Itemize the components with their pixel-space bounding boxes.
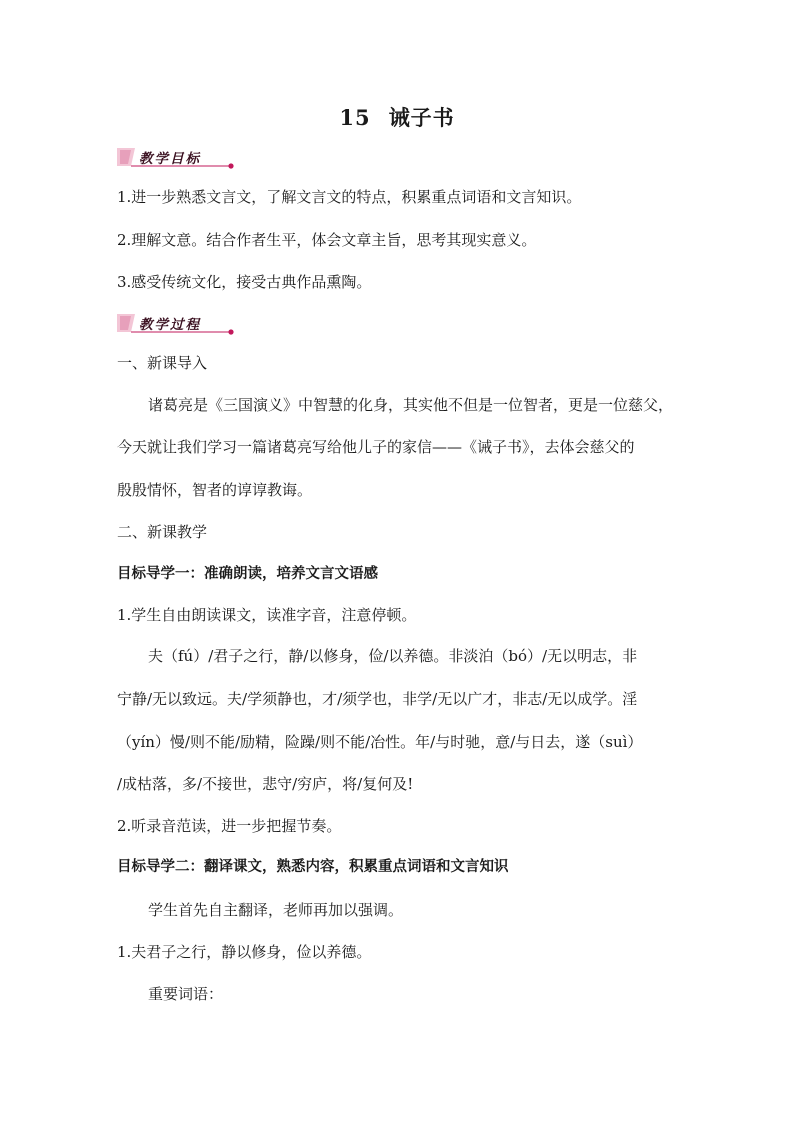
title-text: 诫子书 [388, 105, 455, 130]
intro-line-2: 今天就让我们学习一篇诸葛亮写给他儿子的家信——《诫子书》，去体会慈父的 [117, 438, 635, 456]
key-words-label: 重要词语： [148, 985, 224, 1003]
part2-heading: 二、新课教学 [117, 523, 208, 541]
title-number: 15 [339, 105, 371, 130]
section-banner-goals [117, 146, 237, 170]
step2-text: 2.听录音范读，进一步把握节奏。 [117, 817, 342, 835]
section-label-goals: 教学目标 [139, 151, 201, 167]
target2-heading: 目标导学二：翻译课文，熟悉内容，积累重点词语和文言知识 [117, 859, 509, 875]
section-label-process: 教学过程 [139, 317, 201, 333]
part1-heading: 一、新课导入 [117, 354, 208, 372]
target1-heading: 目标导学一：准确朗读，培养文言文语感 [117, 566, 378, 582]
sentence-1: 1.夫君子之行，静以修身，俭以养德。 [117, 943, 372, 961]
translate-intro: 学生首先自主翻译，老师再加以强调。 [148, 901, 404, 919]
section-banner-process [117, 312, 237, 336]
goal-item-1: 1.进一步熟悉文言文，了解文言文的特点，积累重点词语和文言知识。 [117, 188, 582, 206]
reading-line-4: /成枯落，多/不接世，悲守/穷庐，将/复何及! [117, 775, 414, 793]
reading-line-2: 宁静/无以致远。夫/学须静也，才/须学也，非学/无以广才，非志/无以成学。淫 [117, 690, 638, 708]
reading-line-3: （yín）慢/则不能/励精，险躁/则不能/冶性。年/与时驰，意/与日去，遂（suì） [117, 733, 643, 751]
step1-text: 1.学生自由朗读课文，读准字音，注意停顿。 [117, 606, 417, 624]
reading-line-1: 夫（fú）/君子之行，静/以修身，俭/以养德。非淡泊（bó）/无以明志，非 [148, 647, 638, 665]
intro-line-1: 诸葛亮是《三国演义》中智慧的化身，其实他不但是一位智者，更是一位慈父， [148, 396, 674, 414]
page-title [0, 102, 794, 132]
goal-item-3: 3.感受传统文化，接受古典作品熏陶。 [117, 273, 372, 291]
goal-item-2: 2.理解文意。结合作者生平，体会文章主旨，思考其现实意义。 [117, 231, 537, 249]
intro-line-3: 殷殷情怀，智者的谆谆教诲。 [117, 481, 313, 499]
